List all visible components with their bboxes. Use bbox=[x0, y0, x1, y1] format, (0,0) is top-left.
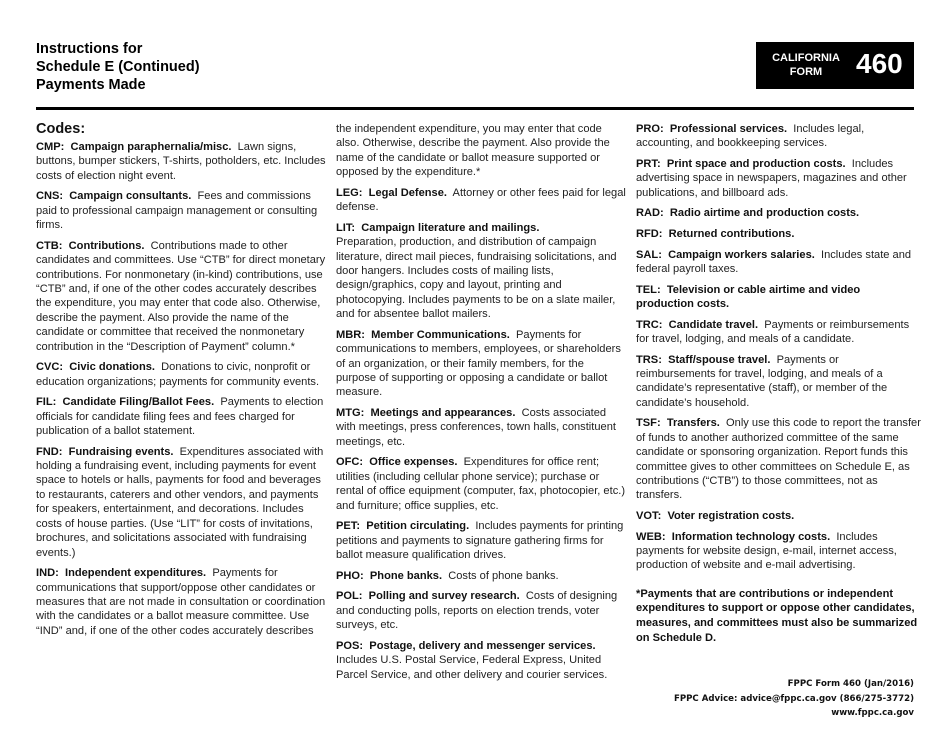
code-description: Includes legal, accounting, and bookkeeping services. bbox=[636, 123, 865, 150]
code-id: TSF: bbox=[636, 417, 661, 430]
code-entry-sal bbox=[636, 248, 921, 277]
code-name: Staff/spouse travel. bbox=[668, 353, 771, 366]
code-id: RAD: bbox=[636, 207, 664, 220]
code-id: RFD: bbox=[636, 228, 663, 240]
code-id: POL: bbox=[336, 590, 363, 603]
code-entry-ctb bbox=[36, 239, 326, 354]
code-name: Petition circulating. bbox=[366, 520, 470, 533]
title-line-3: Payments Made bbox=[36, 77, 146, 93]
codes-column-3 bbox=[636, 122, 921, 645]
code-name: Fundraising events. bbox=[68, 445, 174, 458]
code-description: Payments for communications that support/oppose other candidates or measures that are not made in consultation or coordination with the candidates or a ballot measure committee. Use “IND” and, if one of the other codes accurately describes bbox=[36, 567, 326, 637]
code-description: Includes payments for website design, e-mail, internet access, production of website and e-mail advertising. bbox=[636, 530, 897, 572]
code-description: Costs of phone banks. bbox=[448, 569, 559, 582]
form-footer bbox=[674, 677, 914, 721]
code-name: Phone banks. bbox=[369, 569, 443, 582]
code-entry-cmp bbox=[36, 140, 326, 183]
code-entry-pet bbox=[336, 519, 626, 562]
code-description: Payments or reimbursements for travel, lodging, and meals of a candidate’s representative (staff), or member of the candidate’s household. bbox=[636, 353, 888, 409]
code-entry-pro bbox=[636, 122, 921, 151]
code-name: Information technology costs. bbox=[671, 530, 831, 543]
code-description: Only use this code to report the transfer of funds to another authorized committee of the same candidate or sponsoring organization. Report funds this committee gives to other committees on Schedule E, as contributions (“CTB”) to those committees, not as transfers. bbox=[636, 417, 921, 502]
code-id: FND: bbox=[36, 445, 63, 458]
code-entry-cns bbox=[36, 189, 326, 232]
code-entry-trc bbox=[636, 318, 921, 347]
code-name: Office expenses. bbox=[369, 456, 458, 469]
code-entry-ofc bbox=[336, 455, 626, 513]
schedule-d-note: *Payments that are contributions or independent expenditures to support or oppose other candidates, measures, and committees must also be summarized on Schedule D. bbox=[636, 587, 918, 644]
code-description: Costs of designing and conducting polls, reports on election trends, voter surveys, etc. bbox=[336, 590, 618, 632]
code-name: Independent expenditures. bbox=[64, 567, 207, 580]
code-entry-cvc bbox=[36, 360, 326, 389]
code-entry-mtg bbox=[336, 406, 626, 449]
code-description: Fees and commissions paid to professional campaign management or consulting firms. bbox=[36, 190, 318, 232]
code-description: Includes payments for printing petitions and payments to signature gathering firms for ballot measure qualification drives. bbox=[336, 520, 624, 562]
code-description: Lawn signs, buttons, bumper stickers, T-shirts, potholders, etc. Includes costs of election night event. bbox=[36, 141, 326, 182]
code-name: Candidate Filing/Ballot Fees. bbox=[62, 396, 215, 409]
code-entry-trs bbox=[636, 353, 921, 411]
code-entry-fnd bbox=[36, 445, 326, 560]
code-name: Campaign paraphernalia/misc. bbox=[70, 141, 232, 153]
code-id: MTG: bbox=[336, 407, 365, 420]
code-id: TRC: bbox=[636, 318, 663, 331]
form-badge bbox=[756, 42, 914, 89]
code-name: Professional services. bbox=[669, 123, 788, 135]
codes-column-2 bbox=[336, 122, 626, 688]
code-entry-rad bbox=[636, 206, 921, 220]
codes-heading: Codes: bbox=[36, 121, 86, 137]
code-name: Candidate travel. bbox=[668, 318, 759, 331]
code-entry-rfd bbox=[636, 227, 921, 241]
code-id: SAL: bbox=[636, 248, 662, 261]
code-description: Payments or reimbursements for travel, lodging, and meals of a candidate. bbox=[636, 318, 910, 345]
title-line-2: Schedule E (Continued) bbox=[36, 59, 200, 75]
code-entry-prt bbox=[636, 157, 921, 200]
form-number: 460 bbox=[856, 48, 903, 79]
code-entry-pho bbox=[336, 569, 626, 583]
badge-label-line-1: CALIFORNIA bbox=[772, 52, 840, 64]
code-description: Payments to election officials for candidate filing fees and fees charged for publication of a ballot statement. bbox=[36, 396, 324, 438]
code-name: Legal Defense. bbox=[368, 186, 447, 199]
form-badge-label bbox=[766, 51, 846, 79]
code-id: IND: bbox=[36, 567, 59, 580]
code-entry-pol bbox=[336, 589, 626, 632]
code-name: Civic donations. bbox=[69, 361, 155, 374]
code-entry-leg bbox=[336, 186, 626, 215]
code-id: VOT: bbox=[636, 510, 662, 523]
code-id: FIL: bbox=[36, 396, 57, 409]
code-name: Transfers. bbox=[666, 417, 720, 430]
code-entry-ind bbox=[36, 566, 326, 638]
code-id: OFC: bbox=[336, 456, 364, 469]
codes-column-1 bbox=[36, 120, 326, 644]
code-id: LIT: bbox=[336, 221, 356, 234]
code-description: Expenditures for office rent; utilities (including cellular phone service); purchase or rental of office equipment (computer, fax, photocopier, etc.) and furniture; office supplies, etc. bbox=[336, 456, 626, 512]
code-name: Print space and production costs. bbox=[666, 158, 846, 170]
title-line-1: Instructions for bbox=[36, 41, 143, 57]
code-id: PET: bbox=[336, 520, 361, 533]
code-description: Includes U.S. Postal Service, Federal Express, United Parcel Service, and other delivery and courier services. bbox=[336, 654, 608, 681]
code-entry-web bbox=[636, 530, 921, 573]
code-name: Contributions. bbox=[68, 239, 145, 252]
code-name: Campaign literature and mailings. bbox=[361, 221, 540, 234]
fppc-advice-contact: FPPC Advice: advice@fppc.ca.gov (866/275-3772) bbox=[673, 693, 914, 704]
code-description: Payments for communications to members, employees, or shareholders of an organization, or their family members, for the purpose of supporting or opposing a candidate or ballot measure. bbox=[336, 328, 621, 399]
code-id: PHO: bbox=[336, 569, 364, 582]
code-entry-fil bbox=[36, 395, 326, 438]
code-id: PRT: bbox=[636, 158, 661, 170]
code-entry-mbr bbox=[336, 328, 626, 400]
code-description: Preparation, production, and distribution of campaign literature, direct mail pieces, fundraising solicitations, and door hangers. Includes costs of mailing lists, design/graphics, copy and layout, printing and photocopying. Includes payments to be on a slate mailer, and for absentee ballot mailers. bbox=[336, 236, 617, 321]
code-description: Attorney or other fees paid for legal defense. bbox=[336, 186, 626, 214]
code-id: PRO: bbox=[636, 123, 664, 135]
code-id: TRS: bbox=[636, 353, 662, 366]
code-id: LEG: bbox=[336, 186, 363, 199]
code-id: WEB: bbox=[636, 530, 666, 543]
code-id: MBR: bbox=[336, 328, 365, 341]
code-name: Campaign workers salaries. bbox=[668, 248, 815, 261]
code-name: Meetings and appearances. bbox=[370, 407, 516, 420]
code-description: Contributions made to other candidates and committees. Use “CTB” for direct monetary contributions. For nonmonetary (in-kind) contributions, use “CTB” and, if one of the other codes accurately describes the expenditure, you may enter that code also. Otherwise, describe the payment. Also provide the name of the candidate or committee that received the nonmonetary contribution in the “Description of Payment” column.* bbox=[36, 239, 326, 353]
code-name: Campaign consultants. bbox=[69, 190, 192, 203]
code-id: CNS: bbox=[36, 190, 64, 203]
code-id: TEL: bbox=[636, 283, 661, 296]
code-name: Returned contributions. bbox=[668, 228, 795, 240]
badge-label-line-2: FORM bbox=[789, 66, 823, 78]
code-id: CVC: bbox=[36, 361, 64, 374]
code-description: Includes state and federal payroll taxes. bbox=[636, 248, 912, 275]
code-entry-pos bbox=[336, 639, 626, 682]
code-name: Television or cable airtime and video production costs. bbox=[636, 283, 861, 310]
code-id: CMP: bbox=[36, 141, 65, 153]
code-entry-tel bbox=[636, 283, 921, 312]
page-title bbox=[36, 40, 200, 94]
code-entry-vot bbox=[636, 509, 921, 523]
code-description: Expenditures associated with holding a fundraising event, including payments for event space to hotels or halls, payments for food and beverages to restaurants, caterers and other vendors, and payments for speakers, entertainment, and decorations. Includes costs of house parties. (Use “LIT” for costs of invitations, brochures, and solicitations associated with fundraising events.) bbox=[36, 445, 324, 559]
code-entry-tsf bbox=[636, 416, 921, 502]
code-name: Postage, delivery and messenger services. bbox=[369, 639, 596, 652]
fppc-website: www.fppc.ca.gov bbox=[831, 708, 914, 718]
header-divider bbox=[36, 107, 914, 110]
code-name: Voter registration costs. bbox=[667, 510, 795, 523]
code-name: Radio airtime and production costs. bbox=[669, 207, 860, 220]
code-id: POS: bbox=[336, 639, 364, 652]
code-description: Costs associated with meetings, press conferences, town halls, constituent meetings, etc. bbox=[336, 407, 616, 448]
code-description: Donations to civic, nonprofit or education organizations; payments for community events. bbox=[36, 361, 320, 388]
code-id: CTB: bbox=[36, 239, 63, 252]
code-name: Member Communications. bbox=[371, 328, 510, 341]
code-description: Includes advertising space in newspapers, magazines and other publications, and billboard ads. bbox=[636, 158, 907, 199]
code-name: Polling and survey research. bbox=[368, 590, 520, 603]
code-entry-lit bbox=[336, 221, 626, 322]
ind-continuation: the independent expenditure, you may enter that code also. Otherwise, describe the payment. Also provide the name of the candidate or ballot measure supported or opposed by the expenditure.* bbox=[336, 123, 610, 179]
form-version: FPPC Form 460 (Jan/2016) bbox=[787, 679, 914, 689]
